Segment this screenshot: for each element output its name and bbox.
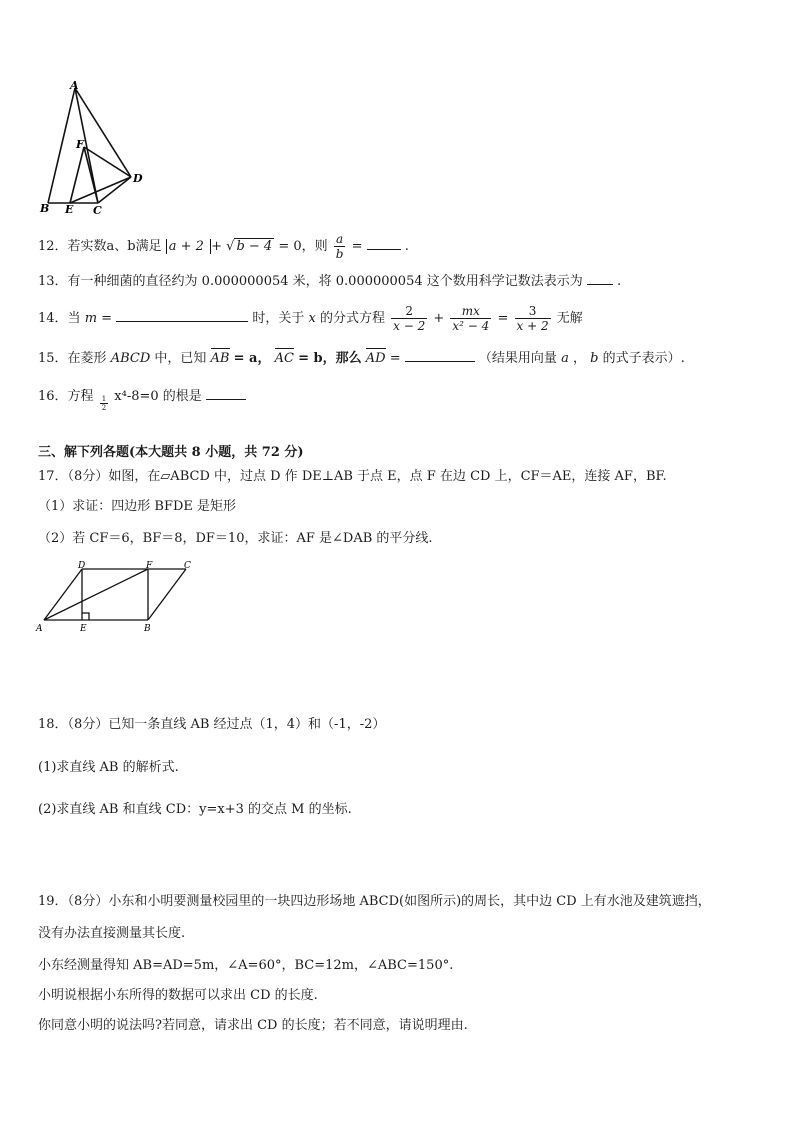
q15-answer-blank[interactable] [405, 349, 475, 362]
q15-abcd: ABCD [110, 351, 151, 366]
q16-coef-num: 1 [101, 395, 107, 403]
question-14 [38, 304, 583, 333]
q15-mid: 中，已知 [154, 351, 207, 366]
q15-eq-b: = b，那么 [298, 351, 362, 366]
q12-prefix: 12．若实数a、b满足 [38, 239, 162, 254]
label-A: A [70, 80, 79, 92]
section-3-title: 三、解下列各题(本大题共 8 小题，共 72 分) [38, 445, 304, 460]
q14-f2-den: x² − 4 [452, 319, 490, 333]
q12-abs [166, 239, 211, 254]
q17-line-2: （1）求证：四边形 BFDE 是矩形 [38, 499, 237, 514]
q16-equation: x⁴-8=0 的根是 [114, 389, 202, 404]
q16-fraction-coef [100, 395, 108, 412]
question-12 [38, 232, 409, 261]
q15-prefix: 15．在菱形 [38, 351, 107, 366]
q13-suffix: . [617, 274, 622, 289]
q19-line-2: 没有办法直接测量其长度. [38, 926, 186, 941]
q19-line-5: 你同意小明的说法吗?若同意，请求出 CD 的长度；若不同意，请说明理由. [38, 1018, 468, 1033]
q15-eq: = [389, 351, 401, 366]
q14-fraction-2 [450, 304, 491, 333]
q14-prefix: 14．当 [38, 311, 81, 326]
q13-answer-blank[interactable] [587, 272, 613, 285]
q14-fraction-3 [515, 304, 551, 333]
q14-answer-blank[interactable] [116, 309, 248, 322]
q17-line-3: （2）若 CF＝6，BF＝8，DF＝10，求证：AF 是∠DAB 的平分线. [38, 531, 433, 546]
q16-prefix: 16．方程 [38, 389, 94, 404]
label-B: B [40, 202, 50, 215]
q12-answer-blank[interactable] [367, 237, 401, 250]
label2-F: F [146, 561, 153, 571]
label2-E: E [80, 624, 87, 634]
q15-vec-b: b [590, 351, 599, 366]
question-15 [38, 349, 685, 368]
label2-C: C [184, 561, 191, 571]
label-D: D [133, 172, 143, 185]
label2-B: B [144, 624, 151, 634]
label2-A: A [36, 624, 43, 634]
q14-f3-den: x + 2 [516, 319, 549, 333]
q12-plus: + [211, 239, 222, 254]
q12-fraction [334, 232, 346, 261]
q12-sqrt: √ b − 4 [226, 239, 273, 254]
figure-triangle-adb [36, 80, 148, 220]
q14-plus: + [433, 311, 445, 326]
q14-eq: = [101, 311, 117, 326]
q19-line-4: 小明说根据小东所得的数据可以求出 CD 的长度. [38, 988, 318, 1003]
q15-vector-ac: AC [274, 351, 294, 366]
q12-frac-den: b [335, 247, 344, 261]
q14-f2-num: mx [450, 304, 491, 319]
q14-f1-den: x − 2 [393, 319, 426, 333]
q15-vector-ad: AD [365, 351, 386, 366]
q15-suffix: （结果用向量 [478, 351, 557, 366]
label-C: C [93, 204, 102, 217]
q14-eq2: = [497, 311, 509, 326]
q14-mid2: 的分式方程 [319, 311, 385, 326]
q14-var-x: x [308, 311, 316, 326]
question-13 [38, 272, 621, 291]
q14-suffix: 无解 [556, 311, 583, 326]
label-E: E [65, 203, 74, 216]
q15-vector-ab: AB [210, 351, 230, 366]
q12-frac-num: a [334, 232, 346, 247]
q19-line-1: 19．（8分）小东和小明要测量校园里的一块四边形场地 ABCD(如图所示)的周长，其中边 CD 上有水池及建筑遮挡， [38, 894, 711, 909]
figure-parallelogram-abcd [34, 560, 204, 635]
q18-line-3: (2)求直线 AB 和直线 CD：y=x+3 的交点 M 的坐标. [38, 802, 352, 817]
q16-coef-den: 2 [101, 404, 107, 412]
q18-line-2: (1)求直线 AB 的解析式. [38, 760, 179, 775]
q17-line-1: 17．（8分）如图，在▱ABCD 中，过点 D 作 DE⊥AB 于点 E，点 F 在边 CD 上，CF＝AE，连接 AF，BF. [38, 469, 667, 484]
label2-D: D [78, 561, 86, 571]
q12-sqrt-inner: b − 4 [236, 239, 273, 254]
q14-fraction-1 [391, 304, 427, 333]
q19-line-3: 小东经测量得知 AB=AD=5m，∠A=60°，BC=12m，∠ABC=150°. [38, 958, 454, 973]
label-F: F [76, 138, 84, 151]
q14-f3-num: 3 [515, 304, 551, 319]
question-16 [38, 387, 246, 412]
q18-line-1: 18．（8分）已知一条直线 AB 经过点（1，4）和（-1，-2） [38, 717, 386, 732]
q12-eq0: = 0，则 [278, 239, 328, 254]
q14-var-m: m [84, 311, 98, 326]
q15-comma: ， [572, 351, 586, 366]
q12-eq: = [351, 239, 363, 254]
q16-answer-blank[interactable] [206, 387, 246, 400]
q15-eq-a: = a， [233, 351, 271, 366]
q13-text: 13．有一种细菌的直径约为 0.000000054 米，将 0.000000054 这个数用科学记数法表示为 [38, 274, 583, 289]
q15-vec-a: a [561, 351, 569, 366]
q15-end: 的式子表示）. [602, 351, 685, 366]
q14-f1-num: 2 [391, 304, 427, 319]
q12-suffix: . [404, 239, 409, 254]
q12-abs-inner: a + 2 [168, 239, 204, 254]
q14-mid: 时，关于 [252, 311, 305, 326]
